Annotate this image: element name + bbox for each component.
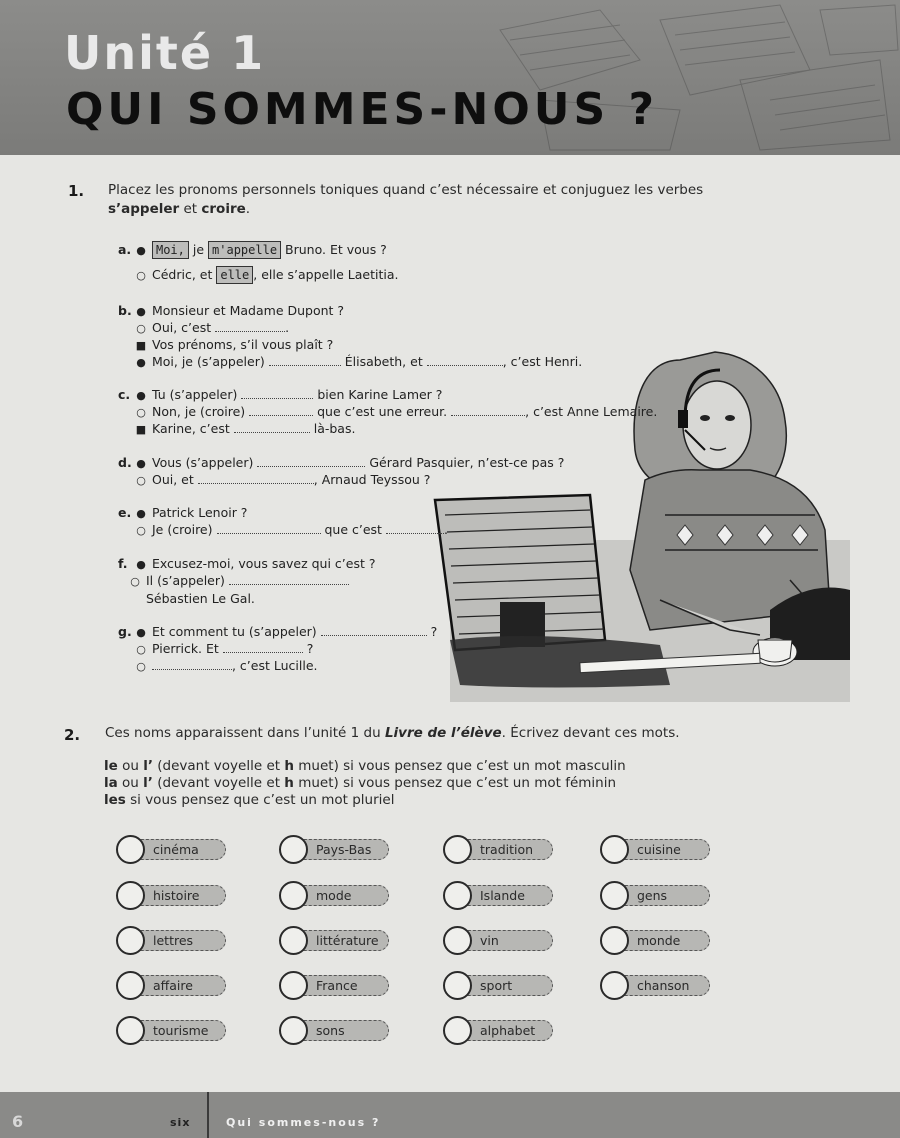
article-answer-circle[interactable] [116,926,145,955]
blank-field[interactable] [451,404,525,416]
dialogue-text: Il (s’appeler) [145,573,225,588]
open-circle-bullet-icon: ○ [136,406,146,419]
square-bullet-icon: ■ [135,423,147,436]
article-answer-circle[interactable] [443,881,472,910]
rule-text: (devant voyelle et [152,758,285,774]
rule-text: muet) si vous pensez que c’est un mot féminin [293,775,617,791]
verb-s-appeler: s’appeler [108,201,180,217]
blank-field[interactable] [223,641,303,653]
dialogue-c-line-3 [134,420,355,439]
filled-circle-bullet-icon: ● [136,305,146,318]
open-circle-bullet-icon: ○ [136,474,146,487]
dialogue-label-g: g. [118,624,132,639]
open-circle-bullet-icon: ○ [136,322,146,335]
filled-circle-bullet-icon: ● [136,558,146,571]
dialogue-text: Karine, c’est [151,421,230,436]
word-label: mode [297,885,389,906]
page-footer [0,1092,900,1138]
dialogue-text: , c’est Henri. [502,354,583,369]
dialogue-label-d: d. [118,455,132,470]
open-circle-bullet-icon: ○ [136,660,146,673]
instruction-and: et [179,201,202,217]
dialogue-text: Oui, c’est [151,320,212,335]
rule-text: ou [117,775,144,791]
footer-title: Qui sommes-nous ? [226,1116,381,1129]
dialogue-text: je [188,242,209,257]
handwritten-answer[interactable]: elle [216,266,253,284]
dialogue-label-e: e. [118,505,132,520]
word-label: lettres [134,930,226,951]
word-label: sport [461,975,553,996]
rule-text: muet) si vous pensez que c’est un mot masculin [293,758,626,774]
word-label: monde [618,930,710,951]
square-bullet-icon: ■ [135,339,147,352]
word-label: France [297,975,389,996]
rule-bold: h [284,775,294,791]
dialogue-a-line-2 [134,266,399,285]
article-answer-circle[interactable] [443,971,472,1000]
dialogue-text: Vos prénoms, s’il vous plaît ? [151,337,334,352]
word-label: vin [461,930,553,951]
dialogue-text: Pierrick. Et [151,641,219,656]
rule-text: si vous pensez que c’est un mot pluriel [125,792,395,808]
article-answer-circle[interactable] [116,1016,145,1045]
instruction-text: Ces noms apparaissent dans l’unité 1 du [105,725,385,741]
word-label: littérature [297,930,389,951]
article-answer-circle[interactable] [600,835,629,864]
filled-circle-bullet-icon: ● [136,457,146,470]
dialogue-f-line-2 [128,572,349,591]
word-label: tradition [461,839,553,860]
blank-field[interactable] [198,472,314,484]
article-answer-circle[interactable] [443,835,472,864]
dialogue-text: Vous (s’appeler) [151,455,254,470]
rule-text: (devant voyelle et [152,775,285,791]
open-circle-bullet-icon: ○ [130,575,140,588]
word-label: gens [618,885,710,906]
word-label: sons [297,1020,389,1041]
rule-bold: la [104,775,118,791]
article-answer-circle[interactable] [279,1016,308,1045]
dialogue-text: . [443,522,448,537]
footer-divider [207,1092,209,1138]
exercise-2-number: 2. [64,726,81,744]
dialogue-text: . [285,320,290,335]
article-answer-circle[interactable] [279,926,308,955]
article-answer-circle[interactable] [600,881,629,910]
dialogue-text: Monsieur et Madame Dupont ? [151,303,345,318]
word-label: alphabet [461,1020,553,1041]
dialogue-text: Patrick Lenoir ? [151,505,248,520]
rule-plural [104,791,704,810]
article-answer-circle[interactable] [279,835,308,864]
dialogue-f-line-3: Sébastien Le Gal. [146,591,255,606]
rule-bold: l’ [143,758,153,774]
blank-field[interactable] [249,404,313,416]
instruction-period: . [245,201,251,217]
dialogue-text: , elle s’appelle Laetitia. [253,267,399,282]
dialogue-text: Gérard Pasquier, n’est-ce pas ? [369,455,565,470]
blank-field[interactable] [152,658,232,670]
article-answer-circle[interactable] [279,971,308,1000]
article-answer-circle[interactable] [116,881,145,910]
dialogue-text: Non, je (croire) [151,404,246,419]
page-title: QUI SOMMES-NOUS ? [66,84,658,135]
exercise-1-instruction [108,181,708,219]
page-number: 6 [12,1112,24,1131]
header-banner [0,0,900,155]
word-label: cinéma [134,839,226,860]
dialogue-text: Oui, et [151,472,194,487]
dialogue-text: Tu (s’appeler) [151,387,238,402]
dialogue-text: Cédric, et [151,267,217,282]
dialogue-text: , c’est Lucille. [231,658,318,673]
open-circle-bullet-icon: ○ [136,524,146,537]
exercise-2-instruction [105,724,705,743]
dialogue-label-f: f. [118,556,128,571]
blank-field[interactable] [321,624,427,636]
word-label: affaire [134,975,226,996]
rule-bold: le [104,758,118,774]
filled-circle-bullet-icon: ● [136,356,146,369]
dialogue-text: Je (croire) [151,522,213,537]
dialogue-text: Et comment tu (s’appeler) [151,624,317,639]
filled-circle-bullet-icon: ● [136,389,146,402]
word-label: Islande [461,885,553,906]
dialogue-d-line-2 [134,471,430,490]
dialogue-text: Excusez-moi, vous savez qui c’est ? [151,556,376,571]
dialogue-b-line-4 [134,353,582,372]
blank-field[interactable] [229,573,349,585]
filled-circle-bullet-icon: ● [136,507,146,520]
dialogue-text: Bruno. Et vous ? [281,242,387,257]
dialogue-e-line-2 [134,521,448,540]
article-answer-circle[interactable] [600,971,629,1000]
rule-bold: l’ [143,775,153,791]
blank-field[interactable] [257,455,365,467]
dialogue-text: que c’est [324,522,382,537]
dialogue-text: ? [306,641,314,656]
rule-text: ou [117,758,144,774]
rule-bold: h [284,758,294,774]
exercise-1-number: 1. [68,182,85,200]
dialogue-text: bien Karine Lamer ? [317,387,443,402]
word-label: cuisine [618,839,710,860]
article-answer-circle[interactable] [600,926,629,955]
word-label: tourisme [134,1020,226,1041]
instruction-text: Placez les pronoms personnels toniques quand c’est nécessaire et conjuguez les verbes [108,182,704,198]
word-label: chanson [618,975,710,996]
dialogue-label-a: a. [118,242,132,257]
rule-bold: les [104,792,126,808]
blank-field[interactable] [234,421,310,433]
open-circle-bullet-icon: ○ [136,643,146,656]
dialogue-text: , c’est Anne Lemaire. [525,404,658,419]
blank-field[interactable] [217,522,321,534]
dialogue-text: Élisabeth, et [344,354,423,369]
book-title: Livre de l’élève [384,725,502,741]
article-answer-circle[interactable] [443,926,472,955]
blank-field[interactable] [241,387,313,399]
dialogue-text: , Arnaud Teyssou ? [313,472,431,487]
dialogue-a-line-1 [118,241,387,260]
article-answer-circle[interactable] [443,1016,472,1045]
article-answer-circle[interactable] [116,835,145,864]
blank-field[interactable] [269,354,341,366]
dialogue-text: là-bas. [313,421,356,436]
filled-circle-bullet-icon: ● [136,626,146,639]
blank-field[interactable] [386,522,444,534]
dialogue-text: ? [430,624,438,639]
dialogue-g-line-3 [134,657,317,676]
dialogue-label-c: c. [118,387,131,402]
dialogue-text: Moi, je (s’appeler) [151,354,265,369]
handwritten-answer[interactable]: m'appelle [208,241,281,259]
page-number-word: six [170,1116,191,1129]
page-content [0,160,900,1090]
handwritten-answer[interactable]: Moi, [152,241,189,259]
article-answer-circle[interactable] [279,881,308,910]
word-label: histoire [134,885,226,906]
article-answer-circle[interactable] [116,971,145,1000]
instruction-text: . Écrivez devant ces mots. [501,725,680,741]
dialogue-label-b: b. [118,303,132,318]
open-circle-bullet-icon: ○ [136,269,146,282]
blank-field[interactable] [215,320,285,332]
word-label: Pays-Bas [297,839,389,860]
unit-label: Unité 1 [64,26,266,80]
blank-field[interactable] [427,354,503,366]
verb-croire: croire [201,201,246,217]
dialogue-text: que c’est une erreur. [317,404,448,419]
filled-circle-bullet-icon: ● [136,244,146,257]
